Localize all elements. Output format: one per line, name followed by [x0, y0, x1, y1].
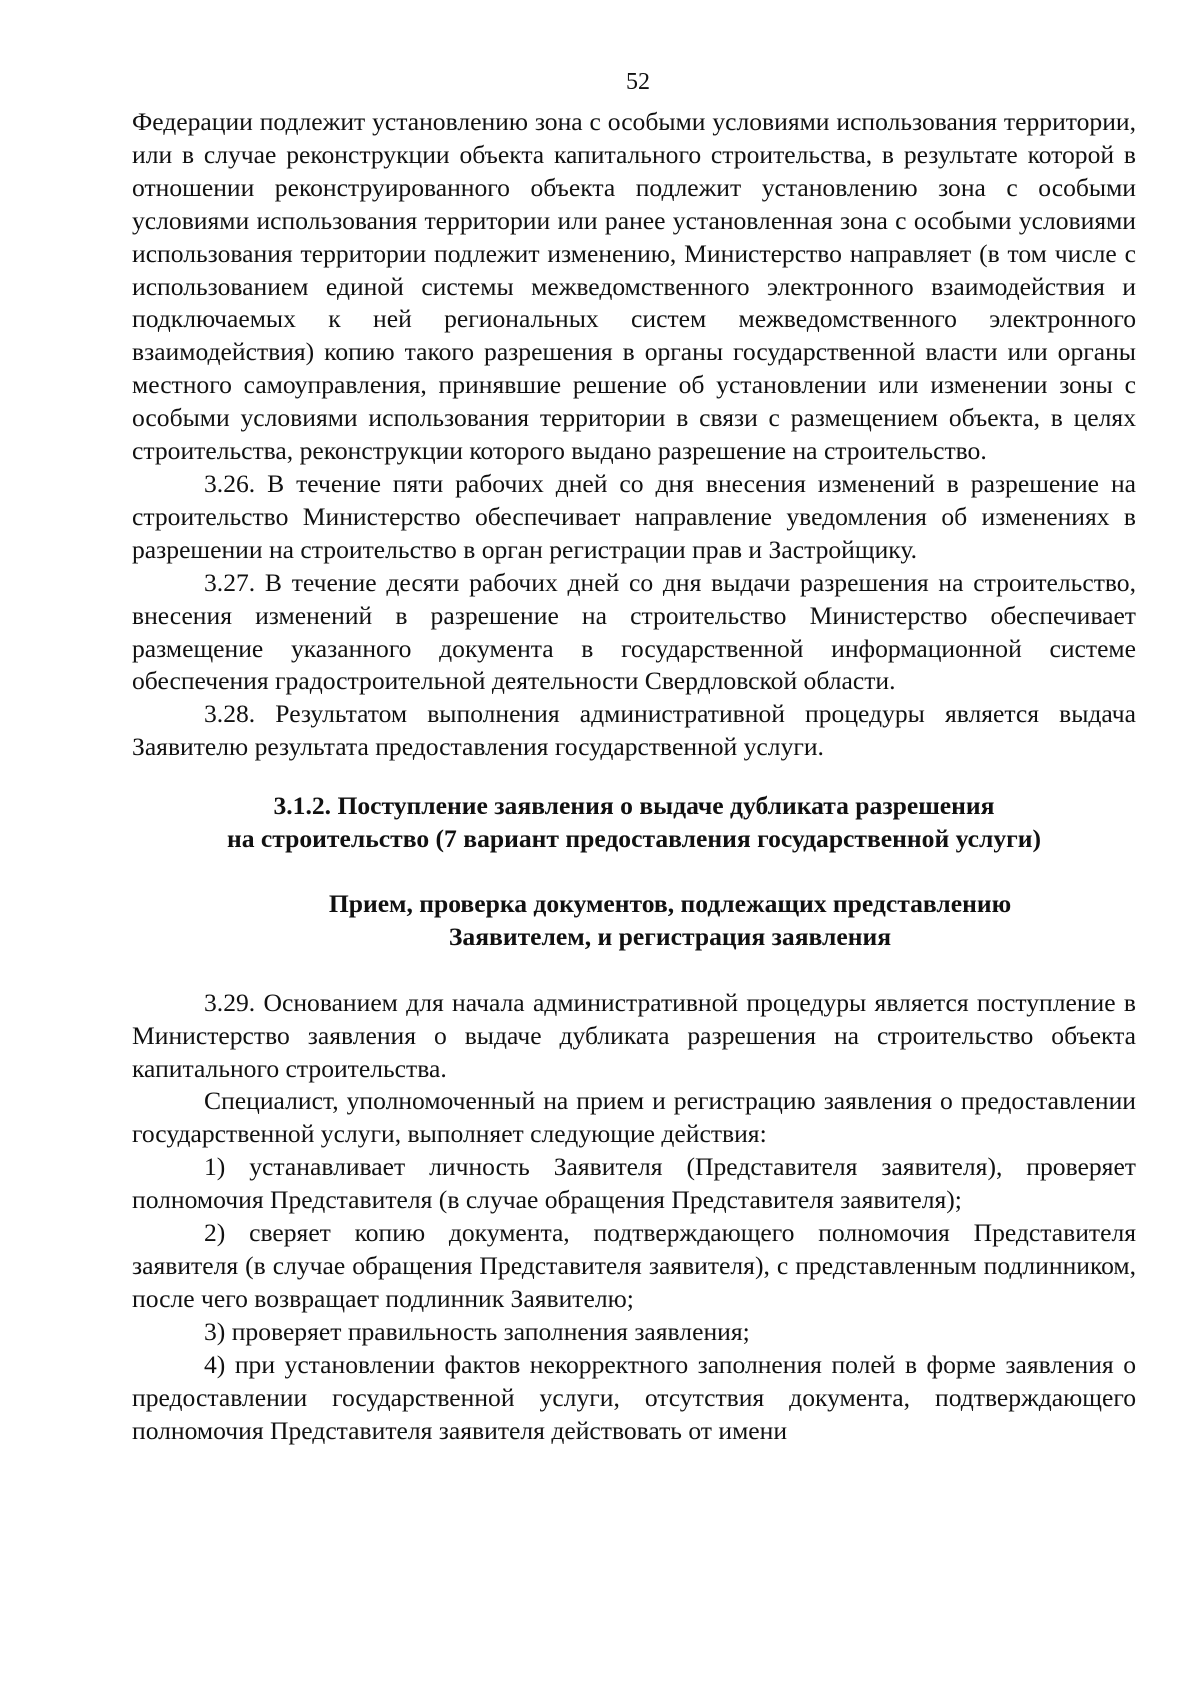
paragraph-3-28: 3.28. Результатом выполнения административной процедуры является выдача Заявителю результата предоставления государственной услуги. [132, 699, 1136, 762]
section-heading [132, 790, 1136, 856]
section-heading-line-2: на строительство (7 вариант предоставления государственной услуги) [226, 824, 1042, 854]
list-item-4: 4) при установлении фактов некорректного заполнения полей в форме заявления о предоставлении государственной услуги, отсутствия документа, подтверждающего полномочия Представителя заявителя действовать от имени [132, 1349, 1136, 1445]
page-number: 52 [626, 69, 650, 95]
list-item-2: 2) сверяет копию документа, подтверждающего полномочия Представителя заявителя (в случае обращения Представителя заявителя), с представленным подлинником, после чего возвращает подлинник Заявителю; [132, 1218, 1136, 1313]
document-body [132, 106, 1136, 1447]
paragraph-specialist: Специалист, уполномоченный на прием и регистрацию заявления о предоставлении государственной услуги, выполняет следующие действия: [132, 1086, 1136, 1149]
section-heading-line-1: 3.1.2. Поступление заявления о выдаче дубликата разрешения [273, 791, 995, 821]
paragraph-3-29: 3.29. Основанием для начала административной процедуры является поступление в Министерство заявления о выдаче дубликата разрешения на строительство объекта капитального строительства. [132, 987, 1136, 1083]
list-item-3: 3) проверяет правильность заполнения заявления; [204, 1316, 750, 1346]
paragraph-continuation: Федерации подлежит установлению зона с особыми условиями использования территории, или в случае реконструкции объекта капитального строительства, в результате которой в отношении реконструированного объекта подлежит установлению зона с особыми условиями использования территории или ранее установленная зона с особыми условиями использования территории подлежит изменению, Министерство направляет (в том числе с использованием единой системы межведомственного электронного взаимодействия и подключаемых к ней региональных систем межведомственного электронного взаимодействия) копию такого разрешения в органы государственной власти или органы местного самоуправления, принявшие решение об установлении или изменении зоны с особыми условиями использования территории в связи с размещением объекта, в целях строительства, реконструкции которого выдано разрешение на строительство. [132, 107, 1136, 466]
list-item-1: 1) устанавливает личность Заявителя (Представителя заявителя), проверяет полномочия Представителя (в случае обращения Представителя заявителя); [132, 1152, 1136, 1215]
subsection-heading-line-2: Заявителем, и регистрация заявления [448, 921, 892, 951]
subsection-heading-line-1: Прием, проверка документов, подлежащих представлению [328, 888, 1012, 918]
subsection-heading [132, 888, 1136, 954]
paragraph-3-26: 3.26. В течение пяти рабочих дней со дня внесения изменений в разрешение на строительство Министерство обеспечивает направление уведомления об изменениях в разрешении на строительство в орган регистрации прав и Застройщику. [132, 468, 1136, 564]
paragraph-3-27: 3.27. В течение десяти рабочих дней со дня выдачи разрешения на строительство, внесения изменений в разрешение на строительство Министерство обеспечивает размещение указанного документа в государственной информационной системе обеспечения градостроительной деятельности Свердловской области. [132, 567, 1136, 696]
